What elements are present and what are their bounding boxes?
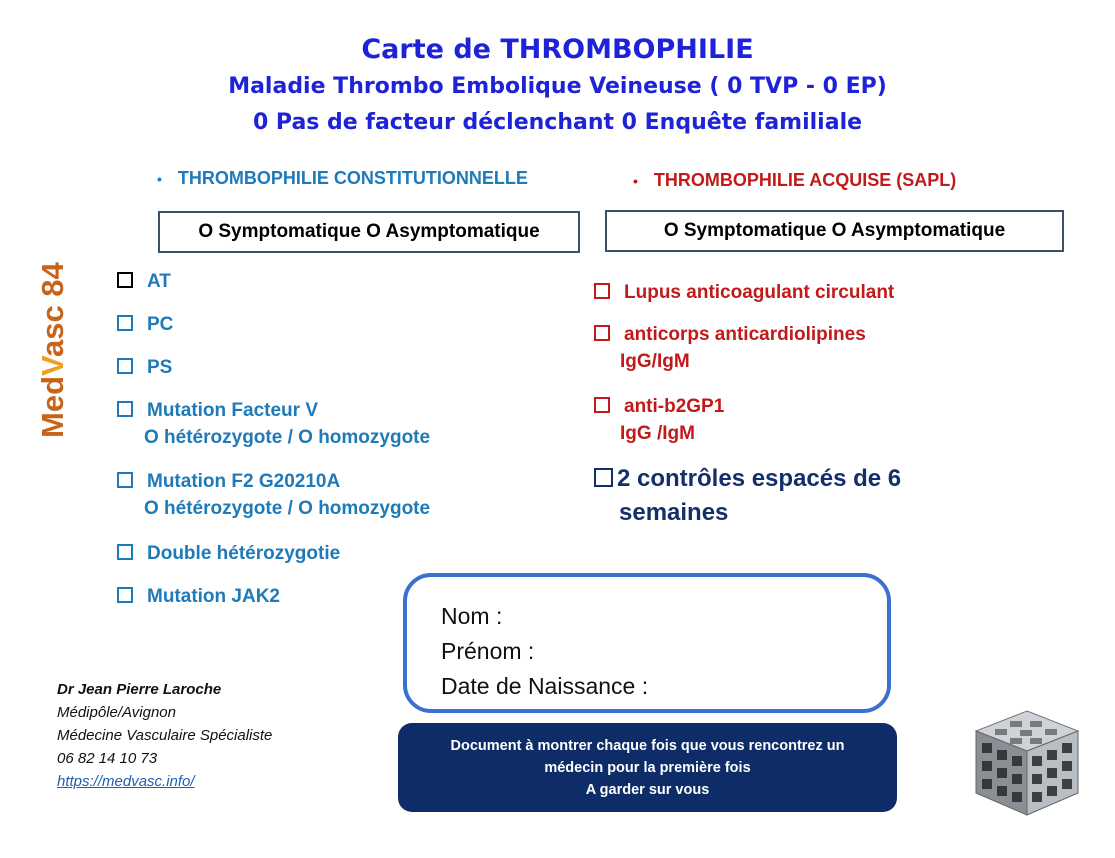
nom-field[interactable]: Nom :: [441, 603, 503, 629]
item-jak2[interactable]: [117, 583, 280, 610]
item-label: Lupus anticoagulant circulant: [624, 282, 895, 303]
checkbox-icon[interactable]: [117, 272, 133, 288]
item-b2gp1[interactable]: [594, 393, 724, 447]
item-sub[interactable]: O hétérozygote / O homozygote: [144, 427, 431, 448]
logo-med: Med: [35, 376, 70, 438]
right-symptom-box[interactable]: O Symptomatique O Asymptomatique: [605, 210, 1064, 252]
item-sub: IgG /IgM: [620, 423, 695, 444]
banner-line-3: A garder sur vous: [585, 781, 710, 798]
svg-text:MedVasc 84: [35, 261, 70, 438]
identity-box: [403, 573, 891, 713]
doctor-info: [57, 678, 272, 793]
logo-asc: asc 84: [35, 262, 70, 358]
doctor-phone: 06 82 14 10 73: [57, 750, 158, 767]
banner-line-2: médecin pour la première fois: [544, 759, 751, 776]
item-label: 2 contrôles espacés de 6: [617, 465, 902, 492]
section-acquise-label: THROMBOPHILIE ACQUISE (SAPL): [653, 170, 957, 190]
item-label: Mutation JAK2: [147, 586, 280, 607]
item-facteur-v[interactable]: [117, 397, 430, 451]
item-label: PS: [147, 357, 173, 378]
item-label: Double hétérozygotie: [147, 543, 341, 564]
item-sub[interactable]: O hétérozygote / O homozygote: [144, 498, 431, 519]
prenom-field[interactable]: Prénom :: [441, 638, 535, 664]
item-label: Mutation F2 G20210A: [147, 471, 341, 492]
item-label: AT: [147, 271, 171, 292]
checkbox-icon[interactable]: [117, 544, 133, 560]
bullet-icon: •: [157, 171, 162, 187]
page-subtitle-2: 0 Pas de facteur déclenchant 0 Enquête familiale: [252, 110, 863, 135]
checkbox-icon[interactable]: [117, 587, 133, 603]
item-double[interactable]: [117, 540, 340, 567]
item-pc[interactable]: [117, 311, 173, 338]
info-banner: [398, 723, 897, 812]
item-sub: IgG/IgM: [620, 351, 690, 372]
bullet-icon: •: [633, 173, 638, 189]
cube-logo-icon: [970, 703, 1085, 823]
item-label: Mutation Facteur V: [147, 400, 319, 421]
item-controles[interactable]: [594, 462, 901, 530]
checkbox-icon[interactable]: [117, 401, 133, 417]
left-symptom-box[interactable]: O Symptomatique O Asymptomatique: [158, 211, 580, 253]
item-lupus[interactable]: [594, 279, 894, 306]
page-subtitle-1: Maladie Thrombo Embolique Veineuse ( 0 TVP - 0 EP): [228, 74, 887, 99]
naissance-field[interactable]: Date de Naissance :: [441, 673, 649, 699]
doctor-name: Dr Jean Pierre Laroche: [57, 681, 222, 698]
item-label: PC: [147, 314, 174, 335]
checkbox-icon[interactable]: [117, 315, 133, 331]
section-constitutionnelle: [157, 168, 528, 189]
section-constitutionnelle-label: THROMBOPHILIE CONSTITUTIONNELLE: [177, 168, 528, 188]
website-link[interactable]: https://medvasc.info/: [57, 773, 195, 790]
item-sub: semaines: [619, 499, 729, 526]
checkbox-icon[interactable]: [594, 283, 610, 299]
section-acquise: [633, 170, 956, 191]
checkbox-icon[interactable]: [117, 472, 133, 488]
checkbox-icon[interactable]: [117, 358, 133, 374]
checkbox-icon[interactable]: [594, 325, 610, 341]
checkbox-icon[interactable]: [594, 468, 613, 487]
banner-line-1: Document à montrer chaque fois que vous rencontrez un: [450, 737, 845, 754]
checkbox-icon[interactable]: [594, 397, 610, 413]
doctor-specialty: Médecine Vasculaire Spécialiste: [57, 727, 273, 744]
item-anticardiolipines[interactable]: [594, 321, 866, 375]
item-label: anti-b2GP1: [624, 396, 725, 417]
page-title: Carte de THROMBOPHILIE: [361, 34, 754, 65]
doctor-place: Médipôle/Avignon: [57, 704, 176, 721]
logo-v: V: [35, 357, 70, 376]
item-label: anticorps anticardiolipines: [624, 324, 866, 345]
medvasc-logo: [18, 248, 78, 443]
item-f2[interactable]: [117, 468, 430, 522]
item-ps[interactable]: [117, 354, 172, 381]
item-at[interactable]: [117, 268, 171, 295]
